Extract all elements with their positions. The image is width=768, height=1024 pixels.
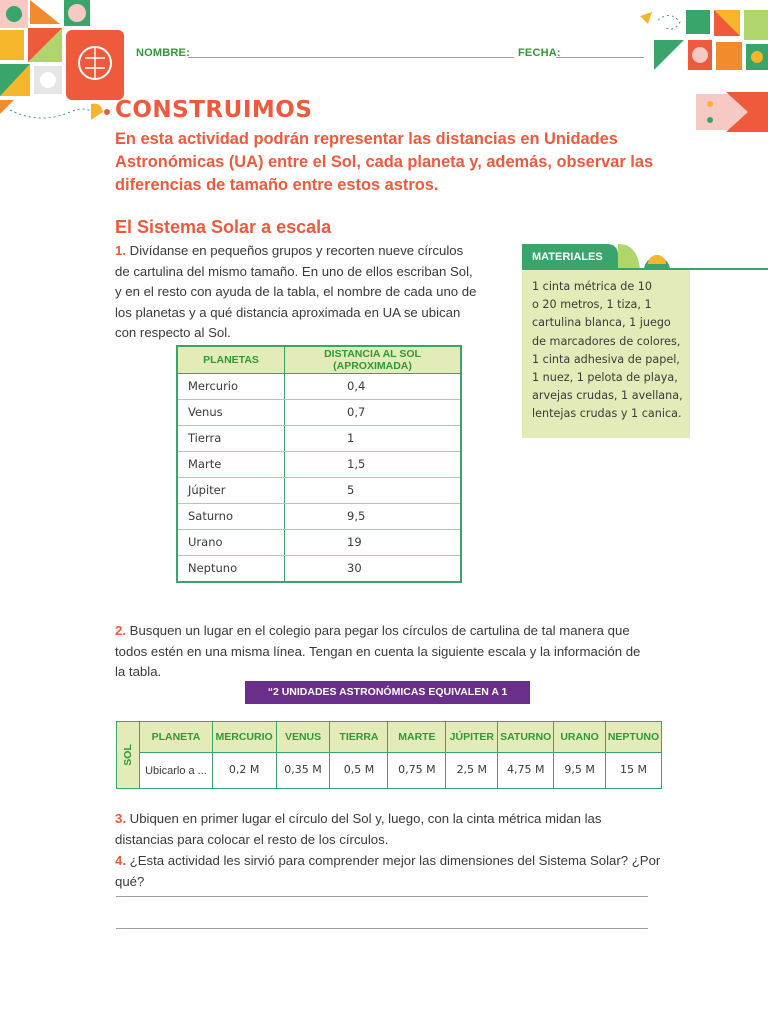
planet-cell: Júpiter <box>177 478 285 504</box>
distance-cell: 1 <box>285 426 462 452</box>
bullet-icon <box>89 100 113 124</box>
step-2-text: Busquen un lugar en el colegio para pegar los círculos de cartulina de tal manera que todos estén en una misma línea. Tengan en cuenta la siguiente escala y la información de la tabla. <box>115 623 641 679</box>
scale-cell: 4,75 M <box>498 753 554 789</box>
step-2 <box>115 621 650 683</box>
table-header: PLANETAS <box>177 346 285 374</box>
scale-cell: 2,5 M <box>446 753 498 789</box>
scale-cell: 0,2 M <box>212 753 276 789</box>
answer-line[interactable] <box>116 928 648 929</box>
table-header: TIERRA <box>330 722 388 753</box>
materials-line: arvejas crudas, 1 avellana, <box>532 389 683 403</box>
scale-cell: 0,5 M <box>330 753 388 789</box>
distance-cell: 5 <box>285 478 462 504</box>
table-row <box>177 504 461 530</box>
materials-list <box>532 278 683 424</box>
step-3-text: Ubiquen en primer lugar el círculo del Sol y, luego, con la cinta métrica midan las distancias para colocar el resto de los círculos. <box>115 811 602 847</box>
scale-cell: 15 M <box>606 753 662 789</box>
section-title: CONSTRUIMOS <box>115 97 313 123</box>
distance-cell: 9,5 <box>285 504 462 530</box>
distance-table <box>176 345 462 583</box>
materials-line: de marcadores de colores, <box>532 334 681 348</box>
table-header: NEPTUNO <box>606 722 662 753</box>
planet-cell: Urano <box>177 530 285 556</box>
materials-line: 1 cinta adhesiva de papel, <box>532 352 680 366</box>
table-header: PLANETA <box>140 722 212 753</box>
activity-heading: El Sistema Solar a escala <box>115 217 332 237</box>
materials-line: o 20 metros, 1 tiza, 1 <box>532 298 652 312</box>
table-row <box>177 530 461 556</box>
step-3-number: 3. <box>115 811 126 826</box>
table-row <box>177 556 461 583</box>
distance-cell: 0,4 <box>285 374 462 400</box>
table-row <box>177 374 461 400</box>
planet-cell: Tierra <box>177 426 285 452</box>
decorative-arrow-right <box>696 88 768 136</box>
table-row <box>177 452 461 478</box>
planet-cell: Marte <box>177 452 285 478</box>
intro-text: En esta actividad podrán representar las distancias en Unidades Astronómicas (UA) entre el Sol, cada planeta y, además, observar las diferencias de tamaño entre estos astros. <box>115 130 654 194</box>
materials-line: lentejas crudas y 1 canica. <box>532 407 682 421</box>
scale-table <box>116 721 662 789</box>
step-4-number: 4. <box>115 853 126 868</box>
step-4 <box>115 851 675 892</box>
scale-cell: 0,35 M <box>276 753 330 789</box>
table-row <box>177 400 461 426</box>
step-1-number: 1. <box>115 243 126 258</box>
distance-cell: 0,7 <box>285 400 462 426</box>
decorative-pattern-top-right <box>630 0 768 80</box>
sun-column <box>117 722 140 789</box>
distance-cell: 19 <box>285 530 462 556</box>
table-header: MARTE <box>388 722 446 753</box>
materials-line: 1 nuez, 1 pelota de playa, <box>532 371 678 385</box>
table-header: SATURNO <box>498 722 554 753</box>
scale-cell: 0,75 M <box>388 753 446 789</box>
table-header: VENUS <box>276 722 330 753</box>
materials-label: MATERIALES <box>532 251 603 263</box>
planet-cell: Neptuno <box>177 556 285 583</box>
planet-cell: Saturno <box>177 504 285 530</box>
table-header: MERCURIO <box>212 722 276 753</box>
planet-cell: Venus <box>177 400 285 426</box>
step-4-text: ¿Esta actividad les sirvió para comprender mejor las dimensiones del Sistema Solar? ¿Por qué? <box>115 853 661 889</box>
table-row <box>177 478 461 504</box>
scale-cell: 9,5 M <box>554 753 606 789</box>
table-row <box>177 426 461 452</box>
distance-cell: 1,5 <box>285 452 462 478</box>
step-3 <box>115 809 655 850</box>
distance-cell: 30 <box>285 556 462 583</box>
planet-cell: Mercurio <box>177 374 285 400</box>
materials-line: cartulina blanca, 1 juego <box>532 316 671 330</box>
materials-line: 1 cinta métrica de 10 <box>532 280 653 293</box>
name-field[interactable] <box>188 57 514 58</box>
sun-label: SOL <box>122 744 135 766</box>
scale-banner: “2 UNIDADES ASTRONÓMICAS EQUIVALEN A 1 METRO” <box>245 681 530 704</box>
answer-line[interactable] <box>116 896 648 897</box>
materials-box <box>522 270 690 438</box>
date-label: FECHA: <box>518 47 561 59</box>
table-header: JÚPITER <box>446 722 498 753</box>
row-label: Ubicarlo a ... <box>140 753 212 789</box>
step-1 <box>115 241 481 344</box>
step-1-text: Divídanse en pequeños grupos y recorten nueve círculos de cartulina del mismo tamaño. En uno de ellos escriban Sol, y en el resto con ayuda de la tabla, el nombre de cada uno de los planetas y a qué distancia aproximada en UA se ubican con respecto al Sol. <box>115 243 477 340</box>
name-label: NOMBRE: <box>136 47 190 59</box>
table-header: DISTANCIA AL SOL (APROXIMADA) <box>285 346 462 374</box>
step-2-number: 2. <box>115 623 126 638</box>
table-header: URANO <box>554 722 606 753</box>
materials-header <box>522 244 690 270</box>
date-field[interactable] <box>556 57 644 58</box>
table-row <box>117 753 662 789</box>
